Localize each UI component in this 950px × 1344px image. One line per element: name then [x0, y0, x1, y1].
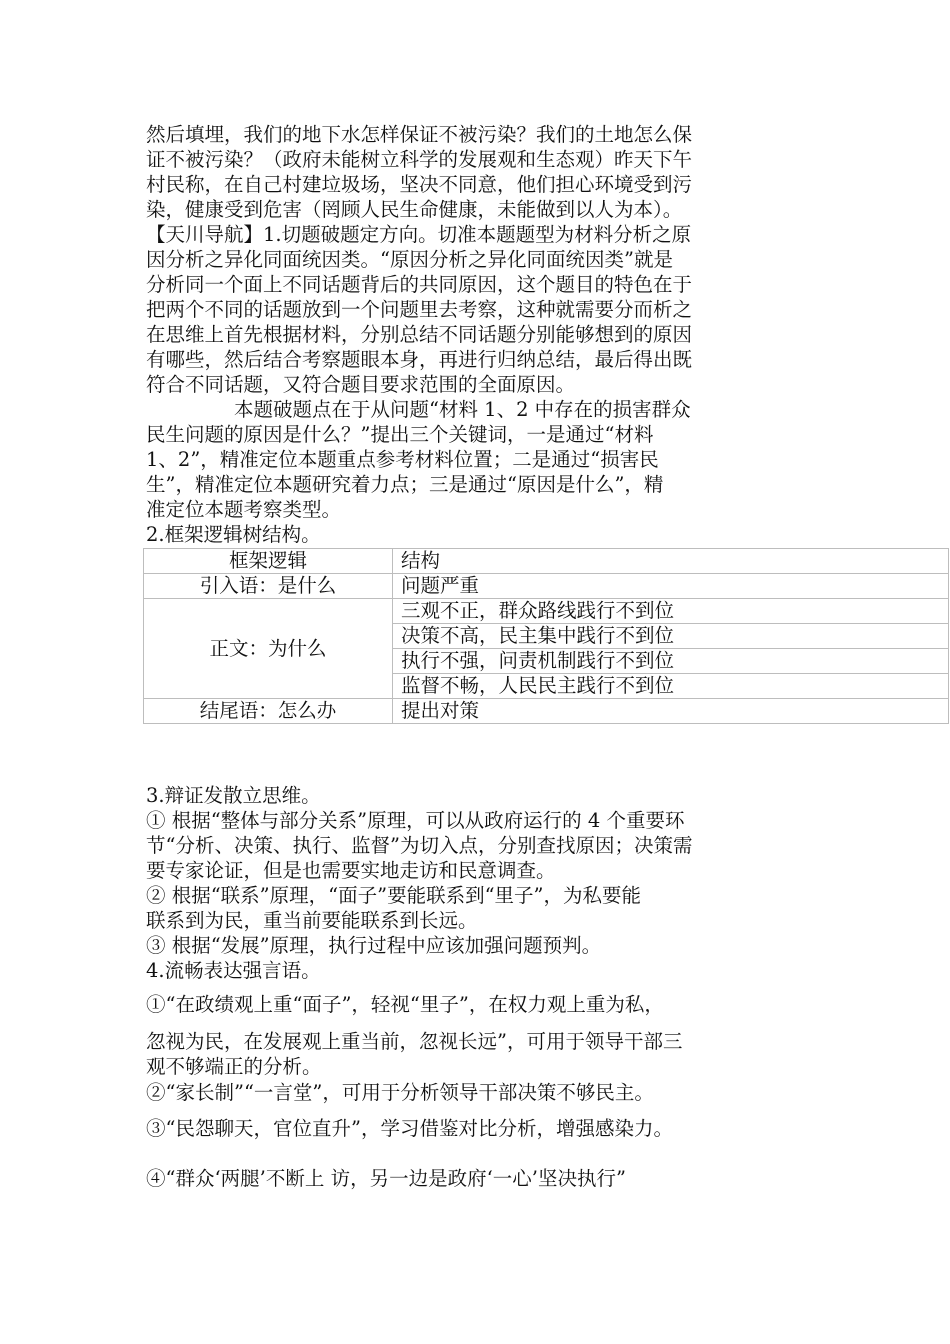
text-line: 联系到为民，重当前要能联系到长远。 [146, 909, 478, 932]
expression-item-2 [146, 1080, 810, 1105]
table-header-row [144, 549, 949, 574]
table-value-cell: 监督不畅，人民民主践行不到位 [393, 674, 949, 699]
heading-text: 4.流畅表达强言语。 [146, 959, 321, 982]
text-line: 民生问题的原因是什么？”提出三个关键词，一是通过“材料 [146, 423, 654, 446]
text-line: 生”，精准定位本题研究着力点；三是通过“原因是什么”，精 [146, 473, 664, 496]
table-header-cell: 框架逻辑 [144, 549, 393, 574]
table-label-cell: 正文：为什么 [144, 599, 393, 699]
framework-table [143, 548, 949, 724]
table-row [144, 574, 949, 599]
table-value-cell: 三观不正，群众路线践行不到位 [393, 599, 949, 624]
table-row [144, 699, 949, 724]
heading-text: 3.辩证发散立思维。 [146, 784, 321, 807]
text-line: ②“家长制”“一言堂”，可用于分析领导干部决策不够民主。 [146, 1081, 654, 1104]
text-line: 在思维上首先根据材料，分别总结不同话题分别能够想到的原因 [146, 323, 693, 346]
text-line: ② 根据“联系”原理，“面子”要能联系到“里子”，为私要能 [146, 884, 642, 907]
heading-text: 2.框架逻辑树结构。 [146, 523, 321, 546]
table-value-cell: 提出对策 [393, 699, 949, 724]
table-value-cell: 执行不强，问责机制践行不到位 [393, 649, 949, 674]
text-line: 准定位本题考察类型。 [146, 498, 342, 521]
text-line: 节“分析、决策、执行、监督”为切入点，分别查找原因；决策需 [146, 834, 693, 857]
expression-item-1 [146, 990, 810, 1019]
paragraph-breakpoint [146, 397, 810, 522]
section-heading [146, 522, 810, 547]
paragraph-analysis [146, 122, 810, 397]
text-line: ① 根据“整体与部分关系”原理，可以从政府运行的 4 个重要环 [146, 809, 685, 832]
text-line: 证不被污染？（政府未能树立科学的发展观和生态观）昨天下午 [146, 148, 693, 171]
expression-item-3 [146, 1116, 810, 1141]
section-dialectic [146, 783, 810, 983]
text-line: ①“在政绩观上重“面子”，轻视“里子”，在权力观上重为私， [146, 993, 664, 1016]
text-line: 有哪些，然后结合考察题眼本身，再进行归纳总结，最后得出既 [146, 348, 693, 371]
table-header-cell: 结构 [393, 549, 949, 574]
table-label-cell: 结尾语：怎么办 [144, 699, 393, 724]
text-line: 染，健康受到危害（罔顾人民生命健康，未能做到以人为本）。 [146, 198, 683, 221]
text-line: 符合不同话题，又符合题目要求范围的全面原因。 [146, 373, 576, 396]
text-line: 1、2”，精准定位本题重点参考材料位置；二是通过“损害民 [146, 448, 659, 471]
table-label-cell: 引入语：是什么 [144, 574, 393, 599]
table-value-cell: 决策不高，民主集中践行不到位 [393, 624, 949, 649]
text-line: ④“群众‘两腿’不断上 访，另一边是政府‘一心’坚决执行” [146, 1167, 626, 1190]
text-line: 【天川导航】1.切题破题定方向。切准本题题型为材料分析之原 [146, 223, 692, 246]
text-line: 观不够端正的分析。 [146, 1055, 322, 1078]
text-line: ③ 根据“发展”原理，执行过程中应该加强问题预判。 [146, 934, 602, 957]
text-line: 把两个不同的话题放到一个问题里去考察，这种就需要分而析之 [146, 298, 693, 321]
expression-item-1-cont [146, 1029, 810, 1079]
text-line: 要专家论证，但是也需要实地走访和民意调查。 [146, 859, 556, 882]
text-line: 本题破题点在于从问题“材料 1、2 中存在的损害群众 [234, 398, 691, 421]
table-value-cell: 问题严重 [393, 574, 949, 599]
text-line: 然后填埋，我们的地下水怎样保证不被污染？我们的土地怎么保 [146, 123, 693, 146]
text-line: 因分析之异化同面统因类。“原因分析之异化同面统因类”就是 [146, 248, 673, 271]
text-line: 忽视为民，在发展观上重当前，忽视长远”，可用于领导干部三 [146, 1030, 683, 1053]
text-line: ③“民怨聊天，官位直升”，学习借鉴对比分析，增强感染力。 [146, 1117, 673, 1140]
text-line: 村民称，在自己村建垃圾场，坚决不同意，他们担心环境受到污 [146, 173, 693, 196]
expression-item-4 [146, 1166, 810, 1191]
text-line: 分析同一个面上不同话题背后的共同原因，这个题目的特色在于 [146, 273, 693, 296]
table-row [144, 599, 949, 624]
